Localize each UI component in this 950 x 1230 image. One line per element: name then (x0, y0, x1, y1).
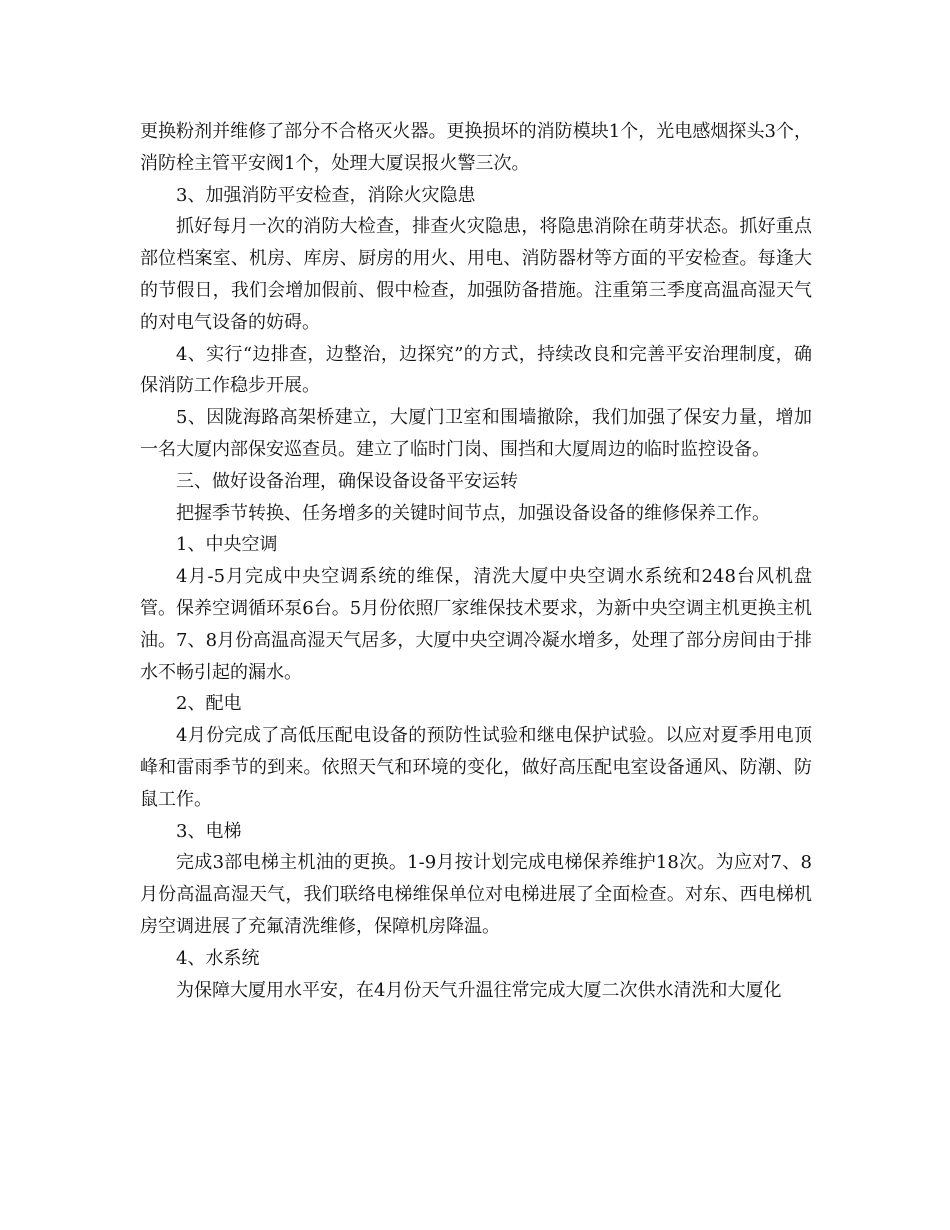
section-heading: 3、加强消防平安检查，消除火灾隐患 (176, 184, 476, 206)
paragraph: 更换粉剂并维修了部分不合格灭火器。更换损坏的消防模块1个，光电感烟探头3个，消防栓主管平安阀1个，处理大厦误报火警三次。 (140, 121, 812, 174)
paragraph: 完成3部电梯主机油的更换。1-9月按计划完成电梯保养维护18次。为应对7、8月份高温高湿天气，我们联络电梯维保单位对电梯进展了全面检查。对东、西电梯机房空调进展了充氟清洗维修，保障机房降温。 (140, 852, 812, 937)
paragraph: 4月-5月完成中央空调系统的维保，清洗大厦中央空调水系统和248台风机盘管。保养空调循环泵6台。5月份依照厂家维保技术要求，为新中央空调主机更换主机油。7、8月份高温高湿天气居多，大厦中央空调冷凝水增多，处理了部分房间由于排水不畅引起的漏水。 (140, 566, 812, 683)
paragraph: 为保障大厦用水平安，在4月份天气升温往常完成大厦二次供水清洗和大厦化 (176, 979, 782, 1001)
document-body (140, 116, 812, 1006)
section-heading: 4、水系统 (176, 947, 260, 969)
section-heading: 三、做好设备治理，确保设备设备平安运转 (176, 470, 518, 492)
paragraph: 5、因陇海路高架桥建立，大厦门卫室和围墙撤除，我们加强了保安力量，增加一名大厦内部保安巡查员。建立了临时门岗、围挡和大厦周边的临时监控设备。 (140, 407, 812, 460)
paragraph: 把握季节转换、任务增多的关键时间节点，加强设备设备的维修保养工作。 (176, 502, 770, 524)
section-heading: 2、配电 (176, 693, 242, 715)
paragraph: 抓好每月一次的消防大检查，排查火灾隐患，将隐患消除在萌芽状态。抓好重点部位档案室、机房、库房、厨房的用火、用电、消防器材等方面的平安检查。每逢大的节假日，我们会增加假前、假中检查，加强防备措施。注重第三季度高温高湿天气的对电气设备的妨碍。 (140, 216, 812, 333)
section-heading: 1、中央空调 (176, 534, 278, 556)
paragraph: 4月份完成了高低压配电设备的预防性试验和继电保护试验。以应对夏季用电顶峰和雷雨季节的到来。依照天气和环境的变化，做好高压配电室设备通风、防潮、防鼠工作。 (140, 725, 812, 810)
paragraph: 4、实行“边排查，边整治，边探究”的方式，持续改良和完善平安治理制度，确保消防工作稳步开展。 (140, 343, 812, 397)
section-heading: 3、电梯 (176, 820, 242, 842)
